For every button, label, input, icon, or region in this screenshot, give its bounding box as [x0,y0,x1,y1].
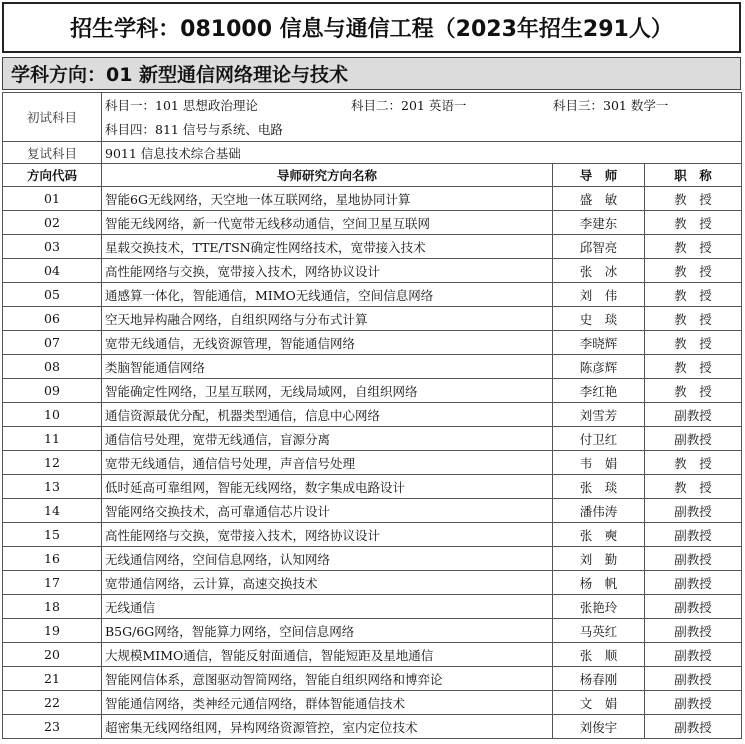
header-title: 职 称 [645,164,742,187]
row-advisor: 邱智亮 [553,235,645,259]
initial-exam-subjects [102,93,742,142]
table-row [3,643,742,667]
table-row [3,379,742,403]
row-topic: 通感算一体化，智能通信，MIMO无线通信，空间信息网络 [102,283,553,307]
retest-label: 复试科目 [3,142,102,164]
row-title: 教 授 [645,211,742,235]
row-topic: 星载交换技术，TTE/TSN确定性网络技术，宽带接入技术 [102,235,553,259]
advisor-table [2,92,742,739]
row-advisor: 陈彦辉 [553,355,645,379]
table-row [3,475,742,499]
initial-exam-row [3,93,742,142]
row-advisor: 刘俊宇 [553,715,645,739]
header-code: 方向代码 [3,164,102,187]
row-code: 07 [3,331,102,355]
table-header [3,164,742,187]
row-advisor: 张 冰 [553,259,645,283]
table-row [3,571,742,595]
table-row [3,715,742,739]
row-code: 16 [3,547,102,571]
row-advisor: 张 奭 [553,523,645,547]
row-title: 教 授 [645,379,742,403]
row-topic: B5G/6G网络，智能算力网络，空间信息网络 [102,619,553,643]
row-title: 教 授 [645,475,742,499]
row-title: 教 授 [645,451,742,475]
subject-2: 科目二：201 英语一 [351,98,467,113]
row-title: 副教授 [645,715,742,739]
row-title: 副教授 [645,571,742,595]
row-advisor: 李红艳 [553,379,645,403]
row-code: 17 [3,571,102,595]
row-topic: 通信资源最优分配，机器类型通信，信息中心网络 [102,403,553,427]
table-row [3,451,742,475]
table-row [3,235,742,259]
row-title: 副教授 [645,523,742,547]
subject-4: 科目四：811 信号与系统、电路 [105,122,283,137]
row-advisor: 刘 伟 [553,283,645,307]
table-row [3,211,742,235]
retest-subject: 9011 信息技术综合基础 [102,142,742,164]
row-topic: 宽带通信网络，云计算，高速交换技术 [102,571,553,595]
row-topic: 宽带无线通信，通信信号处理，声音信号处理 [102,451,553,475]
row-title: 教 授 [645,235,742,259]
table-row [3,667,742,691]
row-title: 教 授 [645,283,742,307]
table-row [3,283,742,307]
row-title: 副教授 [645,499,742,523]
row-title: 教 授 [645,307,742,331]
table-row [3,691,742,715]
table-row [3,547,742,571]
row-code: 04 [3,259,102,283]
row-topic: 智能网络交换技术，高可靠通信芯片设计 [102,499,553,523]
row-code: 03 [3,235,102,259]
row-code: 09 [3,379,102,403]
row-title: 副教授 [645,547,742,571]
row-title: 副教授 [645,595,742,619]
row-code: 08 [3,355,102,379]
row-topic: 无线通信网络，空间信息网络，认知网络 [102,547,553,571]
row-title: 教 授 [645,187,742,211]
header-advisor: 导 师 [553,164,645,187]
row-topic: 智能6G无线网络，天空地一体互联网络，星地协同计算 [102,187,553,211]
initial-exam-label: 初试科目 [3,93,102,142]
row-advisor: 盛 敏 [553,187,645,211]
row-advisor: 付卫红 [553,427,645,451]
table-row [3,307,742,331]
row-advisor: 文 娟 [553,691,645,715]
row-topic: 无线通信 [102,595,553,619]
row-code: 05 [3,283,102,307]
row-title: 副教授 [645,619,742,643]
row-title: 副教授 [645,691,742,715]
row-code: 11 [3,427,102,451]
row-topic: 高性能网络与交换，宽带接入技术，网络协议设计 [102,523,553,547]
table-row [3,499,742,523]
row-advisor: 刘雪芳 [553,403,645,427]
row-title: 副教授 [645,643,742,667]
row-code: 02 [3,211,102,235]
row-code: 23 [3,715,102,739]
row-code: 14 [3,499,102,523]
row-advisor: 潘伟涛 [553,499,645,523]
row-topic: 大规模MIMO通信，智能反射面通信，智能短距及星地通信 [102,643,553,667]
row-topic: 智能网信体系，意图驱动智简网络，智能自组织网络和博弈论 [102,667,553,691]
retest-row [3,142,742,164]
row-title: 副教授 [645,667,742,691]
table-row [3,187,742,211]
row-code: 15 [3,523,102,547]
table-row [3,259,742,283]
row-title: 教 授 [645,331,742,355]
row-topic: 空天地异构融合网络，自组织网络与分布式计算 [102,307,553,331]
row-advisor: 李建东 [553,211,645,235]
direction-heading: 学科方向：01 新型通信网络理论与技术 [2,57,741,90]
row-advisor: 刘 勤 [553,547,645,571]
page-title: 招生学科：081000 信息与通信工程（2023年招生291人） [2,2,741,53]
subject-3: 科目三：301 数学一 [553,98,669,113]
table-row [3,427,742,451]
row-code: 06 [3,307,102,331]
row-topic: 宽带无线通信，无线资源管理，智能通信网络 [102,331,553,355]
row-title: 副教授 [645,403,742,427]
row-advisor: 张 顺 [553,643,645,667]
row-code: 13 [3,475,102,499]
table-row [3,595,742,619]
row-advisor: 张 琰 [553,475,645,499]
row-advisor: 杨春刚 [553,667,645,691]
row-topic: 类脑智能通信网络 [102,355,553,379]
table-row [3,355,742,379]
row-advisor: 史 琰 [553,307,645,331]
row-topic: 智能无线网络，新一代宽带无线移动通信，空间卫星互联网 [102,211,553,235]
header-topic: 导师研究方向名称 [102,164,553,187]
table-row [3,403,742,427]
row-title: 教 授 [645,355,742,379]
row-code: 21 [3,667,102,691]
subject-1: 科目一：101 思想政治理论 [105,98,258,113]
row-topic: 低时延高可靠组网，智能无线网络，数字集成电路设计 [102,475,553,499]
row-topic: 通信信号处理，宽带无线通信，盲源分离 [102,427,553,451]
row-topic: 高性能网络与交换，宽带接入技术，网络协议设计 [102,259,553,283]
row-code: 01 [3,187,102,211]
row-code: 12 [3,451,102,475]
row-code: 22 [3,691,102,715]
row-title: 教 授 [645,259,742,283]
row-topic: 智能通信网络，类神经元通信网络，群体智能通信技术 [102,691,553,715]
row-topic: 超密集无线网络组网，异构网络资源管控，室内定位技术 [102,715,553,739]
row-advisor: 韦 娟 [553,451,645,475]
row-topic: 智能确定性网络，卫星互联网，无线局域网，自组织网络 [102,379,553,403]
row-advisor: 张艳玲 [553,595,645,619]
table-row [3,619,742,643]
row-code: 20 [3,643,102,667]
row-code: 10 [3,403,102,427]
row-code: 19 [3,619,102,643]
row-advisor: 杨 帆 [553,571,645,595]
row-advisor: 李晓辉 [553,331,645,355]
table-row [3,331,742,355]
row-code: 18 [3,595,102,619]
table-row [3,523,742,547]
row-advisor: 马英红 [553,619,645,643]
row-title: 副教授 [645,427,742,451]
